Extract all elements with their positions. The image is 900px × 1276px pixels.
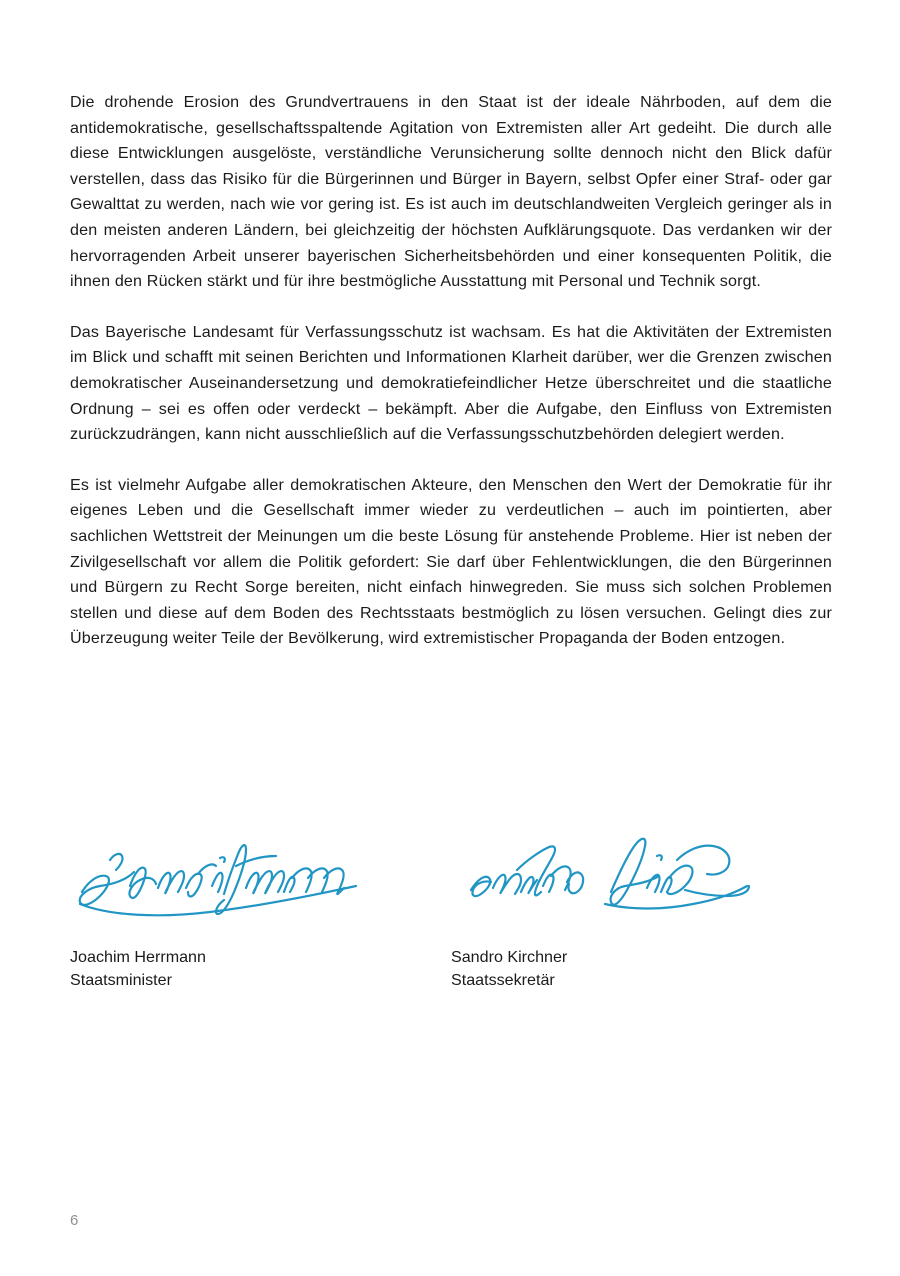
page-number: 6 xyxy=(70,1212,79,1229)
signatory-role: Staatssekretär xyxy=(451,971,555,989)
signature-block-sandro-kirchner xyxy=(451,830,832,992)
paragraph-1: Die drohende Erosion des Grundvertrauens in den Staat ist der ideale Nährboden, auf dem die antidemokratische, gesellschaftsspaltende Agitation von Extremisten aller Art gedeiht. Die durch alle diese Entwicklungen ausgelöste, verständliche Verunsicherung sollte dennoch nicht den Blick dafür verstellen, dass das Risiko für die Bürgerinnen und Bürger in Bayern, selbst Opfer einer Straf- oder gar Gewalttat zu werden, nach wie vor gering ist. Es ist auch im deutschlandweiten Vergleich geringer als in den meisten anderen Ländern, bei gleichzeitig der höchsten Aufklärungsquote. Das verdanken wir der hervorragenden Arbeit unserer bayerischen Sicherheitsbehörden und einer konsequenten Politik, die ihnen den Rücken stärkt und für ihre bestmögliche Ausstattung mit Personal und Technik sorgt. xyxy=(70,93,832,291)
body-text xyxy=(70,90,832,652)
signatory-role: Staatsminister xyxy=(70,971,172,989)
signature-caption-sandro-kirchner xyxy=(451,946,832,992)
handwritten-signature-joachim-herrmann-icon xyxy=(70,830,390,940)
signature-block-joachim-herrmann xyxy=(70,830,451,992)
signatory-name: Sandro Kirchner xyxy=(451,948,568,966)
paragraph-3: Es ist vielmehr Aufgabe aller demokratischen Akteure, den Menschen den Wert der Demokratie für ihr eigenes Leben und die Gesellschaft immer wieder zu verdeutlichen – auch im pointierten, aber sachlichen Wettstreit der Meinungen um die beste Lösung für anstehende Probleme. Hier ist neben der Zivilgesellschaft vor allem die Politik gefordert: Sie darf über Fehlentwicklungen, die den Bürgerinnen und Bürgern zu Recht Sorge bereiten, nicht einfach hinwegreden. Sie muss sich solchen Problemen stellen und diese auf dem Boden des Rechtsstaats bestmöglich zu lösen versuchen. Gelingt dies zur Überzeugung weiter Teile der Bevölkerung, wird extremistischer Propaganda der Boden entzogen. xyxy=(70,475,832,648)
handwritten-signature-sandro-kirchner-icon xyxy=(451,830,771,940)
paragraph-2: Das Bayerische Landesamt für Verfassungsschutz ist wachsam. Es hat die Aktivitäten der Extremisten im Blick und schafft mit seinen Berichten und Informationen Klarheit darüber, wer die Grenzen zwischen demokratischer Auseinandersetzung und demokratiefeindlicher Hetze überschreitet und die staatliche Ordnung – sei es offen oder verdeckt – bekämpft. Aber die Aufgabe, den Einfluss von Extremisten zurückzudrängen, kann nicht ausschließlich auf die Verfassungsschutzbehörden delegiert werden. xyxy=(70,322,832,444)
signatory-name: Joachim Herrmann xyxy=(70,948,206,966)
signature-area xyxy=(70,830,832,992)
signature-caption-joachim-herrmann xyxy=(70,946,451,992)
